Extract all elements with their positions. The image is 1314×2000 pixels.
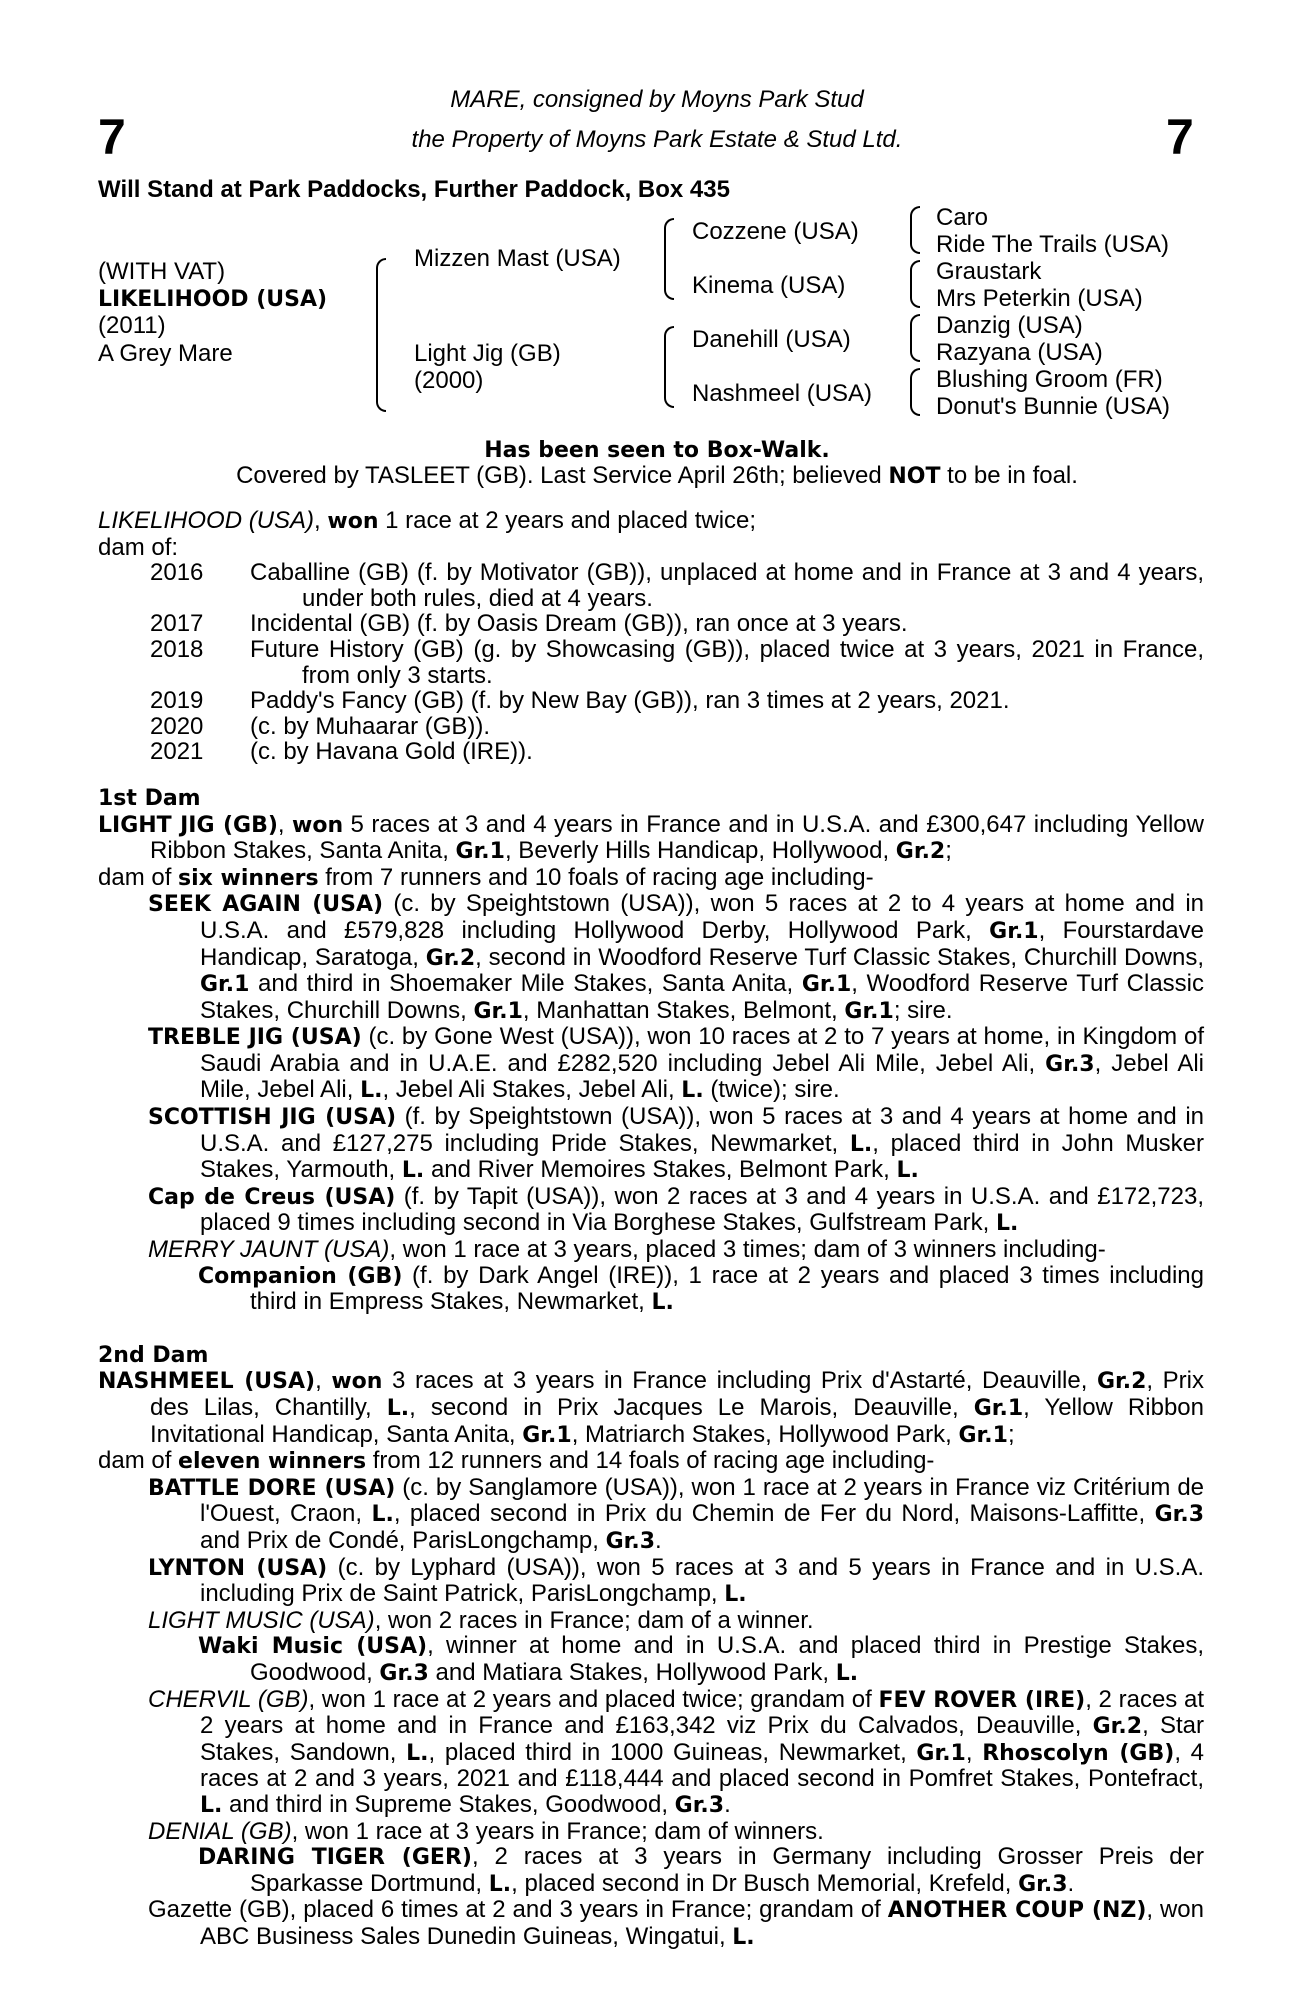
entry-chervil: CHERVIL (GB), won 1 race at 2 years and placed twice; grandam of FEV ROVER (IRE), 2 races at 2 years at home and in France and £163,342 viz Prix du Calvados, Deauville, Gr.2, Star Stakes, Sandown, L., placed third in 1000 Guineas, Newmarket, Gr.1, Rhoscolyn (GB), 4 races at 2 and 3 years, 2021 and £118,444 and placed second in Pomfret Stakes, Pontefract, L. and third in Supreme Stakes, Goodwood, Gr.3. <box>148 1685 1204 1818</box>
ds-dam: Razyana (USA) <box>936 339 1103 366</box>
first-dam-heading: 1st Dam <box>98 785 201 811</box>
stand-location: Will Stand at Park Paddocks, Further Paddock, Box 435 <box>98 176 730 203</box>
brace-sire <box>664 218 674 300</box>
dam-of-label: dam of: <box>98 533 179 561</box>
catalogue-body <box>98 508 1204 1950</box>
produce-row: 2018 Future History (GB) (g. by Showcasing (GB)), placed twice at 3 years, 2021 in France, from only 3 starts. <box>150 635 1204 689</box>
brace-g1 <box>910 206 920 254</box>
entry-scottish-jig: SCOTTISH JIG (USA) (f. by Speightstown (USA)), won 5 races at 3 and 4 years at home and in U.S.A. and £127,275 including Pride Stakes, Newmarket, L., placed third in John Musker Stakes, Yarmouth, L. and River Memoires Stakes, Belmont Park, L. <box>148 1103 1204 1184</box>
entry-lynton: LYNTON (USA) (c. by Lyphard (USA)), won 5 races at 3 and 5 years in France and in U.S.A. including Prix de Saint Patrick, ParisLongchamp, L. <box>148 1553 1204 1608</box>
dam-year: (2000) <box>414 367 484 394</box>
dd-dam: Donut's Bunnie (USA) <box>936 393 1171 420</box>
dam-sire: Danehill (USA) <box>692 326 851 353</box>
consignor-line: MARE, consigned by Moyns Park Stud <box>450 86 864 113</box>
entry-light-music: LIGHT MUSIC (USA), won 2 races in France; dam of a winner. <box>148 1606 814 1634</box>
covering-notice: Covered by TASLEET (GB). Last Service April 26th; believed NOT to be in foal. <box>236 462 1078 489</box>
entry-companion: Companion (GB) (f. by Dark Angel (IRE)), 1 race at 2 years and placed 3 times including third in Empress Stakes, Newmarket, L. <box>198 1261 1204 1316</box>
entry-daring-tiger: DARING TIGER (GER), 2 races at 3 years in Germany including Grosser Preis der Sparkasse Dortmund, L., placed second in Dr Busch Memorial, Krefeld, Gr.3. <box>198 1843 1204 1897</box>
produce-list <box>98 560 1204 765</box>
lot-number-right: 7 <box>1166 109 1194 165</box>
ds-sire: Danzig (USA) <box>936 312 1083 339</box>
brace-dam <box>664 326 674 408</box>
sire-name: Mizzen Mast (USA) <box>414 245 621 272</box>
produce-row: 2017 Incidental (GB) (f. by Oasis Dream (GB)), ran once at 3 years. <box>150 610 908 638</box>
dam-name: Light Jig (GB) <box>414 340 561 367</box>
sd-dam: Mrs Peterkin (USA) <box>936 285 1143 312</box>
brace-g4 <box>910 368 920 416</box>
produce-row: 2016 Caballine (GB) (f. by Motivator (GB)), unplaced at home and in France at 3 and 4 years, under both rules, died at 4 years. <box>150 559 1204 612</box>
second-dam-produce-summary: dam of eleven winners from 12 runners and 14 foals of racing age including- <box>98 1447 935 1475</box>
box-walk-notice: Has been seen to Box-Walk. <box>484 438 830 463</box>
vat-label: (WITH VAT) <box>98 258 226 285</box>
first-dam-record: LIGHT JIG (GB), won 5 races at 3 and 4 years in France and in U.S.A. and £300,647 including Yellow Ribbon Stakes, Santa Anita, Gr.1, Beverly Hills Handicap, Hollywood, Gr.2; <box>98 810 1204 865</box>
entry-waki-music: Waki Music (USA), winner at home and in U.S.A. and placed third in Prestige Stakes, Goodwood, Gr.3 and Matiara Stakes, Hollywood Park, L. <box>198 1632 1204 1686</box>
dam-dam: Nashmeel (USA) <box>692 380 873 407</box>
entry-battle-dore: BATTLE DORE (USA) (c. by Sanglamore (USA)), won 1 race at 2 years in France viz Critérium de l'Ouest, Craon, L., placed second in Prix du Chemin de Fer du Nord, Maisons-Laffitte, Gr.3 and Prix de Condé, ParisLongchamp, Gr.3. <box>148 1473 1205 1554</box>
ss-dam: Ride The Trails (USA) <box>936 231 1169 258</box>
lot-description: A Grey Mare <box>98 340 233 367</box>
brace-g3 <box>910 314 920 362</box>
entry-seek-again: SEEK AGAIN (USA) (c. by Speightstown (USA)), won 5 races at 2 to 4 years at home and in U.S.A. and £579,828 including Hollywood Derby, Hollywood Park, Gr.1, Fourstardave Handicap, Saratoga, Gr.2, second in Woodford Reserve Turf Classic Stakes, Churchill Downs, Gr.1 and third in Shoemaker Mile Stakes, Santa Anita, Gr.1, Woodford Reserve Turf Classic Stakes, Churchill Downs, Gr.1, Manhattan Stakes, Belmont, Gr.1; sire. <box>148 890 1204 1024</box>
entry-treble-jig: TREBLE JIG (USA) (c. by Gone West (USA)), won 10 races at 2 to 7 years at home, in Kingdom of Saudi Arabia and in U.A.E. and £282,520 including Jebel Ali Mile, Jebel Ali, Gr.3, Jebel Ali Mile, Jebel Ali, L., Jebel Ali Stakes, Jebel Ali, L. (twice); sire. <box>148 1023 1204 1104</box>
mare-summary: LIKELIHOOD (USA), won 1 race at 2 years and placed twice; <box>98 507 757 534</box>
property-line: the Property of Moyns Park Estate & Stud Ltd. <box>411 126 903 153</box>
entry-denial: DENIAL (GB), won 1 race at 3 years in France; dam of winners. <box>148 1817 824 1845</box>
entry-merry-jaunt: MERRY JAUNT (USA), won 1 race at 3 years, placed 3 times; dam of 3 winners including- <box>148 1236 1106 1264</box>
sire-sire: Cozzene (USA) <box>692 218 859 245</box>
entry-gazette: Gazette (GB), placed 6 times at 2 and 3 years in France; grandam of ANOTHER COUP (NZ), won ABC Business Sales Dunedin Guineas, Wingatui, L. <box>148 1896 1204 1950</box>
brace-main <box>376 258 386 412</box>
second-dam-heading: 2nd Dam <box>98 1342 209 1368</box>
produce-row: 2019 Paddy's Fancy (GB) (f. by New Bay (GB)), ran 3 times at 2 years, 2021. <box>150 687 1010 715</box>
brace-g2 <box>910 260 920 308</box>
second-dam-record: NASHMEEL (USA), won 3 races at 3 years in France including Prix d'Astarté, Deauville, Gr.2, Prix des Lilas, Chantilly, L., second in Prix Jacques Le Marois, Deauville, Gr.1, Yellow Ribbon Invitational Handicap, Santa Anita, Gr.1, Matriarch Stakes, Hollywood Park, Gr.1; <box>98 1367 1205 1448</box>
ss-sire: Caro <box>936 204 989 231</box>
first-dam-produce-summary: dam of six winners from 7 runners and 10 foals of racing age including- <box>98 863 874 891</box>
lot-name: LIKELIHOOD (USA) <box>98 287 328 312</box>
sd-sire: Graustark <box>936 258 1042 285</box>
produce-row: 2020 (c. by Muhaarar (GB)). <box>150 712 491 740</box>
lot-number-left: 7 <box>98 109 126 165</box>
produce-row: 2021 (c. by Havana Gold (IRE)). <box>150 738 533 766</box>
sire-dam: Kinema (USA) <box>692 272 846 299</box>
dd-sire: Blushing Groom (FR) <box>936 366 1163 393</box>
foaling-year: (2011) <box>98 312 166 339</box>
entry-cap-de-creus: Cap de Creus (USA) (f. by Tapit (USA)), won 2 races at 3 and 4 years in U.S.A. and £172,723, placed 9 times including second in Via Borghese Stakes, Gulfstream Park, L. <box>148 1182 1204 1237</box>
